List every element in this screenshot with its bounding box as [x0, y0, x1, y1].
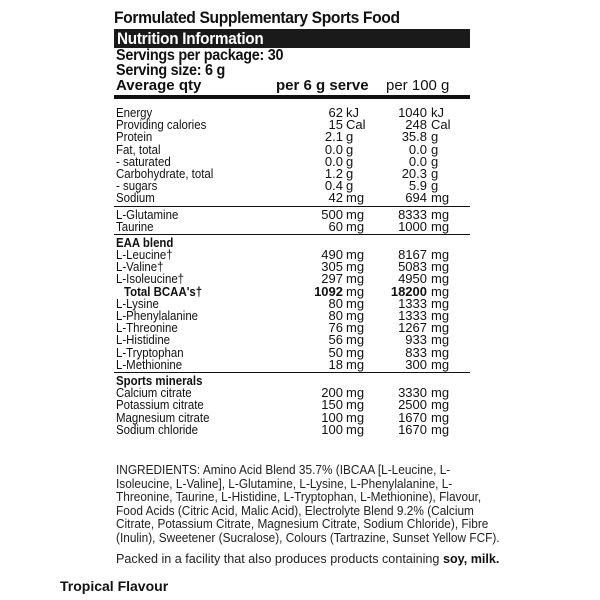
per-serve-unit: mg: [346, 356, 365, 372]
per-100g-value: 5083: [398, 259, 427, 275]
per-serve-value: 56: [328, 332, 343, 348]
per-serve-unit: g: [346, 141, 354, 157]
per-100g-value: 18200: [390, 283, 427, 299]
per-100g-unit: g: [431, 178, 439, 194]
per-100g-unit: mg: [431, 332, 450, 348]
nutrient-section: [114, 373, 470, 437]
per-serve-unit: mg: [346, 218, 365, 234]
per-serve-unit: mg: [346, 409, 365, 425]
nutrient-name: L-Glutamine: [116, 206, 179, 222]
nutrient-name: Calcium citrate: [116, 385, 192, 401]
nutrient-name: Protein: [116, 129, 153, 145]
per-serve-value: 150: [321, 397, 343, 413]
per-100g-unit: g: [431, 165, 439, 181]
per-serve-value: 80: [328, 295, 343, 311]
per-100g-unit: mg: [431, 271, 450, 287]
per-serve-unit: kJ: [346, 105, 359, 120]
per-serve-unit: mg: [346, 259, 365, 275]
per-100g-unit: mg: [431, 295, 450, 311]
per-serve-value: 2.1: [324, 129, 343, 145]
nutrient-name: L-Leucine†: [116, 247, 173, 263]
per-100g-unit: mg: [431, 385, 450, 401]
per-serve-value: 100: [321, 421, 343, 437]
per-serve-value: 62: [328, 105, 343, 120]
per-serve-unit: mg: [346, 283, 365, 299]
per-100g-value: 1333: [398, 295, 427, 311]
per-serve-value: 0.0: [324, 153, 343, 169]
nutrient-name: L-Tryptophan: [116, 344, 184, 360]
nutrient-name: Magnesium citrate: [116, 409, 210, 425]
nutrient-row: [114, 421, 470, 437]
per-serve-value: 50: [328, 344, 343, 360]
servings-per-package: Servings per package: 30: [116, 47, 284, 64]
per-serve-value: 500: [321, 206, 343, 222]
nutrition-label: [114, 8, 470, 437]
per-serve-value: 42: [328, 190, 343, 206]
ingredients-list: INGREDIENTS: Amino Acid Blend 35.7% (IBCAA [L-Leucine, L-Isoleucine, L-Valine], L-Glutamine, L-Lysine, L-Phenylalanine, L-Threonine, Taurine, L-Histidine, L-Tryptophan, L-Methionine), Flavour, Food Acids (Citric Acid, Malic Acid), Electrolyte Blend 9.2% (Calcium Citrate, Potassium Citrate, Magnesium Citrate, Sodium Chloride), Fibre (Inulin), Sweetener (Sucralose), Colours (Tartrazine, Sunset Yellow FCF).: [116, 463, 500, 545]
nutrient-name: Sodium: [116, 190, 155, 206]
per-100g-value: 2500: [398, 397, 427, 413]
per-serve-value: 1.2: [324, 165, 343, 181]
per-serve-unit: mg: [346, 206, 365, 222]
per-100g-unit: mg: [431, 218, 450, 234]
per-serve-unit: g: [346, 178, 354, 194]
nutrient-name: Providing calories: [116, 117, 207, 133]
per-100g-value: 8167: [398, 247, 427, 263]
per-100g-value: 248: [405, 117, 427, 133]
per-100g-unit: mg: [431, 206, 450, 222]
nutrient-name: Sodium chloride: [116, 421, 199, 437]
per-serve-value: 0.4: [324, 178, 343, 194]
per-serve-unit: g: [346, 153, 354, 169]
nutrient-name: L-Phenylalanine: [116, 308, 199, 323]
column-header-row: [114, 78, 470, 99]
per-serve-unit: mg: [346, 385, 365, 401]
per-100g-unit: mg: [431, 308, 450, 323]
nutrient-name: - sugars: [116, 178, 158, 194]
nutrient-name: Fat, total: [116, 141, 161, 157]
nutrient-name: L-Valine†: [116, 259, 164, 275]
per-serve-unit: mg: [346, 308, 365, 323]
per-serve-unit: mg: [346, 295, 365, 311]
nutrition-information-heading: Nutrition Information: [114, 29, 470, 48]
per-100g-value: 933: [405, 332, 427, 348]
per-100g-value: 5.9: [408, 178, 427, 194]
nutrient-name: L-Threonine: [116, 320, 178, 336]
per-serve-unit: Cal: [346, 117, 366, 133]
per-100g-unit: g: [431, 141, 439, 157]
flavour-name: Tropical Flavour: [60, 578, 169, 594]
per-100g-unit: g: [431, 129, 439, 145]
per-serve-unit: mg: [346, 190, 365, 206]
per-serve-value: 0.0: [324, 141, 343, 157]
per-100g-unit: g: [431, 153, 439, 169]
nutrient-name: Taurine: [116, 218, 154, 234]
nutrient-name: Energy: [116, 105, 153, 120]
nutrient-name: - saturated: [116, 153, 171, 169]
nutrient-row: [114, 218, 470, 234]
nutrient-sections: [114, 99, 470, 437]
per-serve-value: 305: [321, 259, 343, 275]
per-serve-value: 60: [328, 218, 343, 234]
per-100g-unit: mg: [431, 421, 450, 437]
column-average-qty: Average qty: [116, 77, 202, 94]
per-100g-value: 1333: [398, 308, 427, 323]
nutrient-name: L-Isoleucine†: [116, 271, 185, 287]
per-100g-value: 1670: [398, 421, 427, 437]
per-serve-unit: mg: [346, 332, 365, 348]
nutrient-name: Carbohydrate, total: [116, 165, 214, 181]
per-100g-value: 3330: [398, 385, 427, 401]
per-serve-value: 100: [321, 409, 343, 425]
per-100g-value: 694: [405, 190, 427, 206]
per-serve-unit: mg: [346, 271, 365, 287]
per-100g-unit: mg: [431, 283, 450, 299]
per-100g-value: 35.8: [401, 129, 427, 145]
nutrient-name: L-Lysine: [116, 295, 159, 311]
per-100g-value: 833: [405, 344, 427, 360]
per-100g-unit: mg: [431, 397, 450, 413]
allergen-list: soy, milk.: [442, 552, 500, 566]
per-100g-unit: Cal: [431, 117, 451, 133]
per-100g-value: 8333: [398, 206, 427, 222]
per-serve-unit: mg: [346, 397, 365, 413]
per-serve-unit: mg: [346, 320, 365, 336]
per-serve-unit: mg: [346, 344, 365, 360]
per-100g-unit: mg: [431, 320, 450, 336]
serving-size: Serving size: 6 g: [116, 62, 226, 79]
per-100g-unit: mg: [431, 259, 450, 275]
per-100g-value: 300: [405, 356, 427, 372]
per-serve-value: 80: [328, 308, 343, 323]
per-serve-unit: g: [346, 165, 354, 181]
per-serve-value: 490: [321, 247, 343, 263]
nutrient-name: Potassium citrate: [116, 397, 204, 413]
per-serve-value: 18: [328, 356, 343, 372]
per-100g-value: 1000: [398, 218, 427, 234]
allergen-statement: Packed in a facility that also produces products containing soy, milk.: [116, 552, 500, 566]
per-serve-value: 200: [321, 385, 343, 401]
per-100g-value: 1267: [398, 320, 427, 336]
nutrient-row: [114, 356, 470, 372]
per-100g-unit: mg: [431, 247, 450, 263]
nutrient-section: [114, 235, 470, 373]
nutrient-name: L-Methionine: [116, 356, 183, 372]
per-100g-unit: mg: [431, 344, 450, 360]
per-100g-unit: mg: [431, 409, 450, 425]
nutrient-section: [114, 207, 470, 235]
per-serve-unit: mg: [346, 247, 365, 263]
column-per-serve: per 6 g serve: [276, 77, 369, 94]
per-100g-unit: mg: [431, 356, 450, 372]
per-serve-value: 1092: [314, 283, 343, 299]
nutrient-name: Total BCAA's†: [124, 283, 203, 299]
per-serve-value: 15: [328, 117, 343, 133]
per-100g-value: 20.3: [401, 165, 427, 181]
nutrient-name: L-Histidine: [116, 332, 171, 348]
per-100g-value: 1670: [398, 409, 427, 425]
per-100g-value: 1040: [398, 105, 427, 120]
per-serve-value: 76: [328, 320, 343, 336]
per-100g-unit: mg: [431, 190, 450, 206]
nutrient-section: [114, 99, 470, 207]
column-per-100g: per 100 g: [386, 77, 450, 94]
product-type-title: Formulated Supplementary Sports Food: [114, 8, 400, 27]
per-100g-value: 0.0: [408, 153, 427, 169]
per-serve-unit: g: [346, 129, 354, 145]
section-heading: Sports minerals: [116, 372, 203, 388]
per-100g-value: 0.0: [408, 141, 427, 157]
per-serve-unit: mg: [346, 421, 365, 437]
per-100g-value: 4950: [398, 271, 427, 287]
section-heading: EAA blend: [116, 234, 174, 250]
per-100g-unit: kJ: [431, 105, 444, 120]
per-serve-value: 297: [321, 271, 343, 287]
nutrient-row: [114, 192, 470, 204]
